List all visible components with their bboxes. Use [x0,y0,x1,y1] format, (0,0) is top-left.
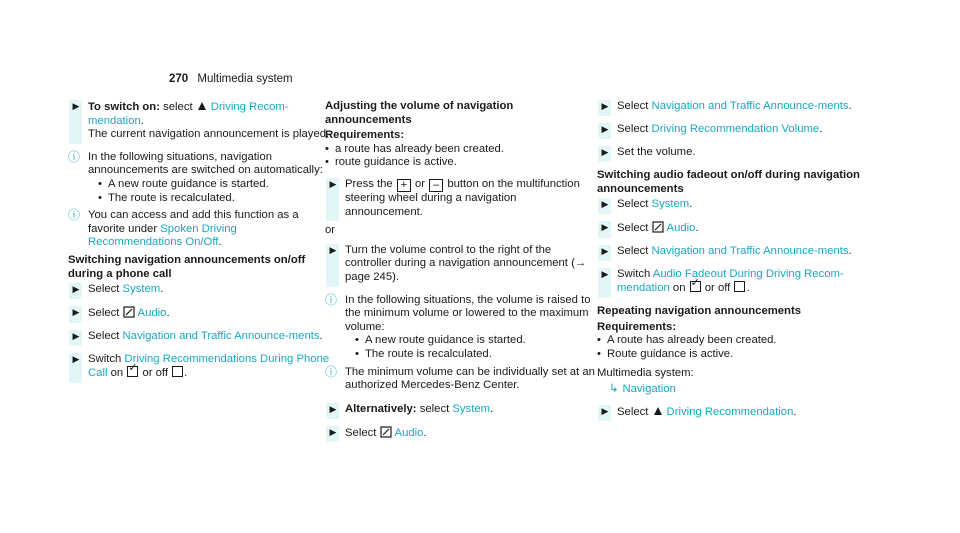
audio-link[interactable]: Audio [137,307,167,320]
step-text: Set the volume. [617,146,696,158]
list-item: • Route guidance is active. [597,348,867,362]
step-text: Press the [345,177,393,190]
driving-recommendation-icon [196,100,208,112]
step-arrow-icon: ▶ [601,124,609,134]
step-text: Turn the volume control to the right of the controller during a navigation announcement (→ page 245). [345,243,587,283]
audio-icon [380,426,392,438]
step-text: or off [142,367,169,380]
step-text: Select [345,426,377,439]
step-select-nav-traffic [68,330,330,344]
info-icon: ⓘ [68,149,81,164]
navigation-traffic-link[interactable]: Navigation and Traffic Announce-ments [651,244,849,257]
step-arrow-icon: ▶ [601,268,609,279]
step-switch-on [68,100,330,142]
info-icon: ⓘ [68,208,81,223]
column-3 [597,100,867,428]
audio-fadeout-link[interactable]: Audio Fadeout During Driving Recom-mendation [617,267,844,295]
step-select-audio [68,306,330,321]
step-arrow-icon: ▶ [601,147,609,157]
step-set-volume [597,146,867,160]
list-item: • A new route guidance is started. [98,178,330,192]
info-note-2 [68,209,330,250]
section-heading: Switching navigation announcements on/off during a phone call [68,253,306,280]
checkbox-checked-icon [690,281,701,292]
punct: . [793,405,797,418]
info-note-1 [325,294,595,362]
section-heading: Switching audio fadeout on/off during navigation announcements [597,169,860,195]
step-text: Select [617,244,649,257]
step-select-system [597,198,867,212]
step-press-volume [325,178,595,219]
step-text: on [110,367,124,380]
step-text: Switch [617,267,651,280]
step-arrow-icon: ▶ [329,178,337,189]
spoken-driving-recommendations-link[interactable]: Spoken Driving Recommendations On/Off [88,222,237,249]
step-turn-volume [325,244,595,285]
list-item: • a route has already been created. [325,143,595,157]
driving-recommendation-link[interactable]: Driving Recom-mendation [88,101,289,127]
step-arrow-icon: ▶ [601,199,609,210]
step-arrow-icon: ▶ [329,426,337,437]
requirements-label: Requirements: [325,129,405,142]
column-2 [325,100,595,449]
system-link[interactable]: System [651,198,690,211]
step-arrow-icon: ▶ [72,284,80,295]
multimedia-system-label: Multimedia system: [597,367,694,380]
step-select-driving-rec [597,405,867,420]
system-link[interactable]: System [122,283,161,296]
navigation-traffic-link[interactable]: Navigation and Traffic Announce-ments [122,329,320,342]
step-select-volume [597,123,867,137]
note-text: The minimum volume can be individually set at an authorized Mercedes-Benz Center. [345,365,595,392]
list-item: • route guidance is active. [325,156,595,170]
info-icon: ⓘ [325,292,338,307]
audio-icon [123,306,135,318]
step-arrow-icon: ▶ [72,307,80,318]
requirements-list [325,143,595,170]
step-text: Select [617,222,649,235]
page-number: 270 [169,73,189,85]
driving-recommendation-link[interactable]: Driving Recommendation [666,405,794,418]
step-text: on [672,282,686,295]
navigation-link[interactable]: Navigation [622,382,676,395]
navigation-traffic-link[interactable]: Navigation and Traffic Announce-ments [651,100,849,112]
step-text: Select [617,123,649,135]
note-text: In the following situations, the volume is raised to the minimum volume or lowered to the maximum volume: [345,293,591,333]
step-alternatively [325,403,595,417]
step-arrow-icon: ▶ [601,101,609,111]
note-text: In the following situations, navigation announcements are switched on automatically: [88,150,323,177]
checkbox-checked-icon [127,366,138,377]
step-text: Switch [88,352,122,365]
punct: . [319,329,323,342]
step-text: Select [88,283,120,296]
punct: . [746,282,750,295]
step-switch-phone-call [68,353,330,381]
checkbox-unchecked-icon [734,281,745,292]
step-text: Select [617,198,649,211]
punct: . [689,198,693,211]
checkbox-unchecked-icon [172,366,183,377]
info-note-2 [325,366,595,393]
bullet-list [88,178,330,205]
punct: . [490,402,494,415]
step-arrow-icon: ▶ [601,405,609,416]
punct: . [695,222,699,235]
list-item: • A route has already been created. [597,334,867,348]
step-switch-fadeout [597,268,867,296]
step-select-nav-traffic-2 [597,245,867,259]
punct: . [160,283,164,296]
audio-link[interactable]: Audio [666,222,696,235]
step-label: To switch on: [88,101,160,113]
step-select-audio [597,221,867,236]
audio-icon [652,221,664,233]
step-label: Alternatively: [345,402,417,415]
punct: . [166,307,170,320]
list-item: • The route is recalculated. [355,348,595,362]
minus-button-icon: – [429,179,443,192]
punct: . [184,367,188,380]
requirements-list [597,334,867,361]
step-select-nav-traffic [597,100,867,114]
navigation-path [597,383,867,397]
step-text: Select [617,405,649,418]
menu-path-icon: ↳ [609,382,619,395]
step-text: Select [88,329,120,342]
system-link[interactable]: System [452,402,491,415]
plus-button-icon: + [397,179,411,192]
step-text: button on the multifunction steering wheel during a navigation announcement. [345,177,580,218]
driving-recommendations-phone-link[interactable]: Driving Recommendations During Phone Call [88,352,330,380]
step-result-text: The current navigation announcement is played. [88,128,330,141]
column-1 [68,100,330,390]
step-arrow-icon: ▶ [601,245,609,256]
step-arrow-icon: ▶ [601,222,609,233]
step-arrow-icon: ▶ [72,101,80,111]
punct: . [423,426,427,439]
step-text: Select [617,100,649,112]
step-select-audio [325,426,595,441]
step-text: or off [704,282,731,295]
list-item: • The route is recalculated. [98,192,330,206]
info-icon: ⓘ [325,364,338,379]
step-arrow-icon: ▶ [329,403,337,414]
note-text: You can access and add this function as a favorite under [88,209,299,235]
step-text: select [419,402,450,415]
step-arrow-icon: ▶ [72,330,80,341]
bullet-list [345,334,595,361]
punct: . [848,100,852,112]
info-note-1 [68,151,330,205]
driving-recommendation-volume-link[interactable]: Driving Recommendation Volume [651,123,820,135]
audio-link[interactable]: Audio [394,426,424,439]
driving-recommendation-icon [652,405,664,417]
punct: . [140,114,144,127]
step-text: or [415,177,426,190]
page-header [169,73,293,87]
step-text: select [163,101,193,113]
punct: . [218,236,222,249]
step-arrow-icon: ▶ [72,353,80,364]
section-heading: Adjusting the volume of navigation announcements [325,100,514,126]
requirements-label: Requirements: [597,320,677,333]
punct: . [848,244,852,257]
list-item: • A new route guidance is started. [355,334,595,348]
punct: . [819,123,823,135]
section-title: Multimedia system [197,73,293,85]
step-select-system [68,283,330,297]
step-arrow-icon: ▶ [329,244,337,255]
or-text: or [325,224,336,237]
section-heading: Repeating navigation announcements [597,304,802,317]
step-text: Select [88,307,120,320]
